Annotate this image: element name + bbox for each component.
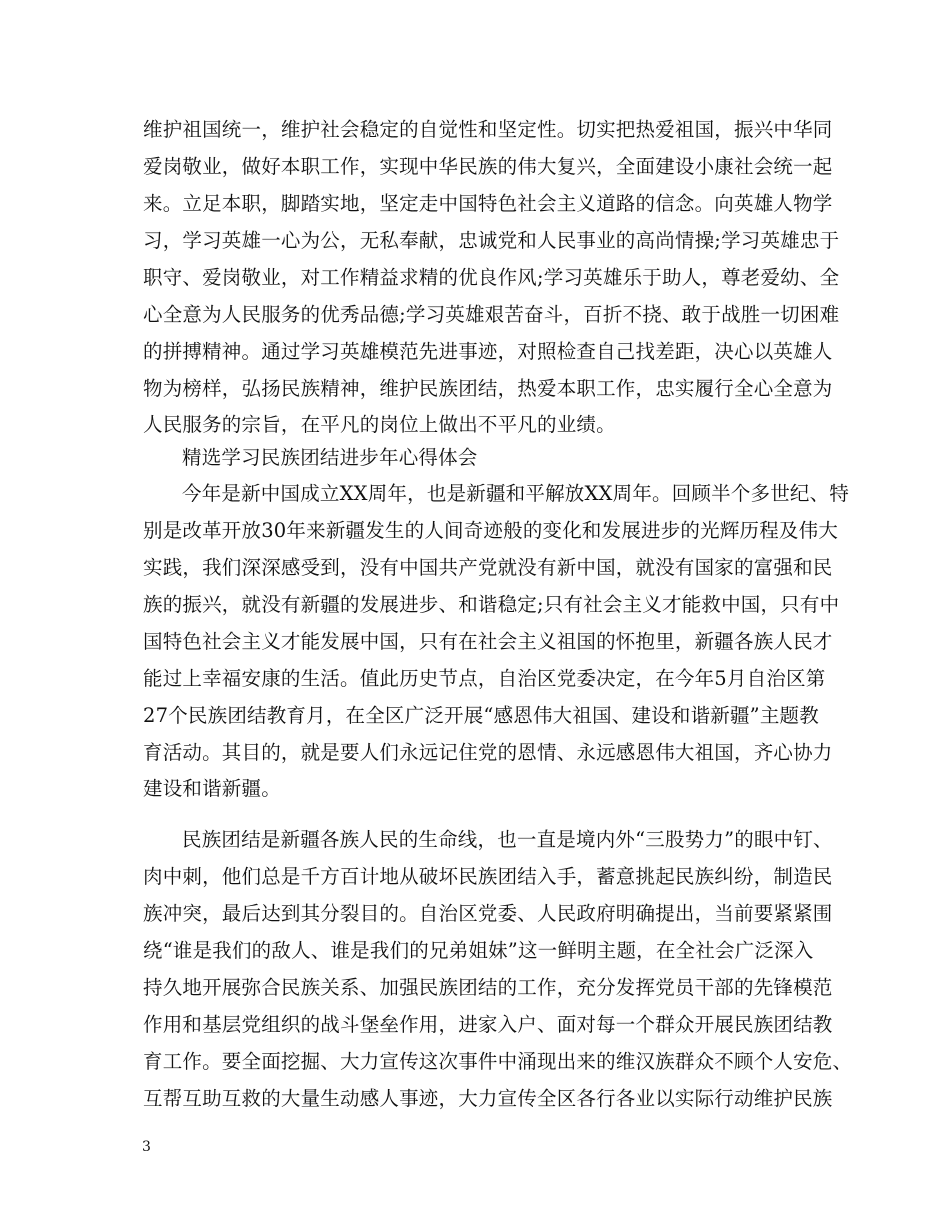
body-text-line: 国特色社会主义才能发展中国，只有在社会主义祖国的怀抱里，新疆各族人民才 — [143, 630, 833, 653]
body-text-line: 肉中刺，他们总是千方百计地从破坏民族团结入手，蓄意挑起民族纠纷，制造民 — [143, 865, 833, 888]
body-text-line: 爱岗敬业，做好本职工作，实现中华民族的伟大复兴，全面建设小康社会统一起 — [143, 155, 833, 178]
page-number: 3 — [142, 1139, 151, 1155]
body-text-line: 作用和基层党组织的战斗堡垒作用，进家入户、面对每一个群众开展民族团结教 — [143, 1013, 833, 1036]
body-text-line: 持久地开展弥合民族关系、加强民族团结的工作，充分发挥党员干部的先锋模范 — [143, 976, 833, 999]
body-text-line: 物为榜样，弘扬民族精神，维护民族团结，热爱本职工作，忠实履行全心全意为 — [143, 377, 833, 400]
section-heading: 精选学习民族团结进步年心得体会 — [182, 446, 478, 469]
body-text-line: 别是改革开放30年来新疆发生的人间奇迹般的变化和发展进步的光辉历程及伟大 — [143, 519, 839, 542]
body-text-line: 绕“谁是我们的敌人、谁是我们的兄弟姐妹”这一鲜明主题，在全社会广泛深入 — [143, 939, 814, 962]
body-text-line: 族冲突，最后达到其分裂目的。自治区党委、人民政府明确提出，当前要紧紧围 — [143, 902, 833, 925]
body-text-line: 民族团结是新疆各族人民的生命线，也一直是境内外“三股势力”的眼中钉、 — [182, 828, 833, 851]
body-text-line: 族的振兴，就没有新疆的发展进步、和谐稳定;只有社会主义才能救中国，只有中 — [143, 593, 840, 616]
body-text-line: 建设和谐新疆。 — [143, 777, 281, 800]
body-text-line: 实践，我们深深感受到，没有中国共产党就没有新中国，就没有国家的富强和民 — [143, 556, 833, 579]
body-text-line: 能过上幸福安康的生活。值此历史节点，自治区党委决定，在今年5月自治区第 — [143, 667, 826, 690]
body-text-line: 今年是新中国成立XX周年，也是新疆和平解放XX周年。回顾半个多世纪、特 — [182, 482, 850, 505]
body-text-line: 人民服务的宗旨，在平凡的岗位上做出不平凡的业绩。 — [143, 413, 616, 436]
body-text-line: 职守、爱岗敬业，对工作精益求精的优良作风;学习英雄乐于助人，尊老爱幼、全 — [143, 266, 840, 289]
body-text-line: 育活动。其目的，就是要人们永远记住党的恩情、永远感恩伟大祖国，齐心协力 — [143, 741, 833, 764]
body-text-line: 27个民族团结教育月，在全区广泛开展“感恩伟大祖国、建设和谐新疆”主题教 — [143, 704, 819, 727]
body-text-line: 的拼搏精神。通过学习英雄模范先进事迹，对照检查自己找差距，决心以英雄人 — [143, 340, 833, 363]
body-text-line: 互帮互助互救的大量生动感人事迹，大力宣传全区各行各业以实际行动维护民族 — [143, 1087, 833, 1110]
body-text-line: 育工作。要全面挖掘、大力宣传这次事件中涌现出来的维汉族群众不顾个人安危、 — [143, 1050, 853, 1073]
body-text-line: 来。立足本职，脚踏实地，坚定走中国特色社会主义道路的信念。向英雄人物学 — [143, 192, 833, 215]
body-text-line: 心全意为人民服务的优秀品德;学习英雄艰苦奋斗，百折不挠、敢于战胜一切困难 — [143, 303, 840, 326]
body-text-line: 维护祖国统一，维护社会稳定的自觉性和坚定性。切实把热爱祖国，振兴中华同 — [143, 118, 833, 141]
body-text-line: 习，学习英雄一心为公，无私奉献，忠诚党和人民事业的高尚情操;学习英雄忠于 — [143, 229, 840, 252]
